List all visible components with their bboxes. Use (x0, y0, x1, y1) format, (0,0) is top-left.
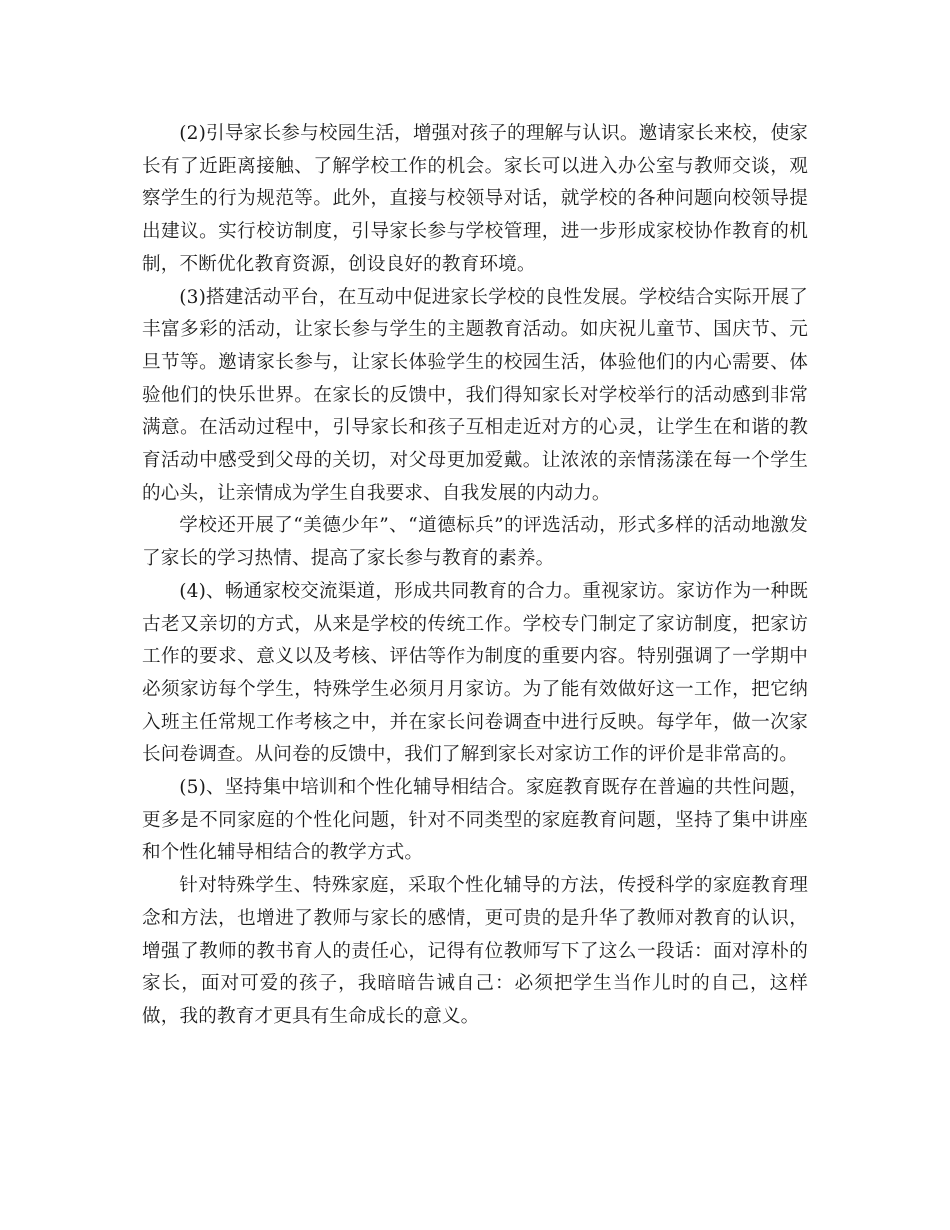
document-body (142, 118, 808, 1034)
paragraph-5-training-guidance: (5)、坚持集中培训和个性化辅导相结合。家庭教育既存在普遍的共性问题，更多是不同家庭的个性化问题，针对不同类型的家庭教育问题，坚持了集中讲座和个性化辅导相结合的教学方式。 (142, 777, 808, 864)
paragraph-selection-activities: 学校还开展了“美德少年”、“道德标兵”的评选活动，形式多样的活动地激发了家长的学习热情、提高了家长参与教育的素养。 (142, 515, 808, 570)
paragraph-4-home-visits: (4)、畅通家校交流渠道，形成共同教育的合力。重视家访。家访作为一种既古老又亲切的方式，从来是学校的传统工作。学校专门制定了家访制度，把家访工作的要求、意义以及考核、评估等作为制度的重要内容。特别强调了一学期中必须家访每个学生，特殊学生必须月月家访。为了能有效做好这一工作，把它纳入班主任常规工作考核之中，并在家长问卷调查中进行反映。每学年，做一次家长问卷调查。从问卷的反馈中，我们了解到家长对家访工作的评价是非常高的。 (142, 580, 808, 766)
paragraph-2-parent-campus-life: (2)引导家长参与校园生活，增强对孩子的理解与认识。邀请家长来校，使家长有了近距离接触、了解学校工作的机会。家长可以进入办公室与教师交谈，观察学生的行为规范等。此外，直接与校领导对话，就学校的各种问题向校领导提出建议。实行校访制度，引导家长参与学校管理，进一步形成家校协作教育的机制，不断优化教育资源，创设良好的教育环境。 (142, 123, 808, 275)
paragraph-special-students: 针对特殊学生、特殊家庭，采取个性化辅导的方法，传授科学的家庭教育理念和方法，也增进了教师与家长的感情，更可贵的是升华了教师对教育的认识，增强了教师的教书育人的责任心，记得有位教师写下了这么一段话：面对淳朴的家长，面对可爱的孩子，我暗暗告诫自己：必须把学生当作儿时的自己，这样做，我的教育才更具有生命成长的意义。 (142, 875, 808, 1027)
paragraph-3-activity-platform: (3)搭建活动平台，在互动中促进家长学校的良性发展。学校结合实际开展了丰富多彩的活动，让家长参与学生的主题教育活动。如庆祝儿童节、国庆节、元旦节等。邀请家长参与，让家长体验学生的校园生活，体验他们的内心需要、体验他们的快乐世界。在家长的反馈中，我们得知家长对学校举行的活动感到非常满意。在活动过程中，引导家长和孩子互相走近对方的心灵，让学生在和谐的教育活动中感受到父母的关切，对父母更加爱戴。让浓浓的亲情荡漾在每一个学生的心头，让亲情成为学生自我要求、自我发展的内动力。 (142, 286, 808, 504)
